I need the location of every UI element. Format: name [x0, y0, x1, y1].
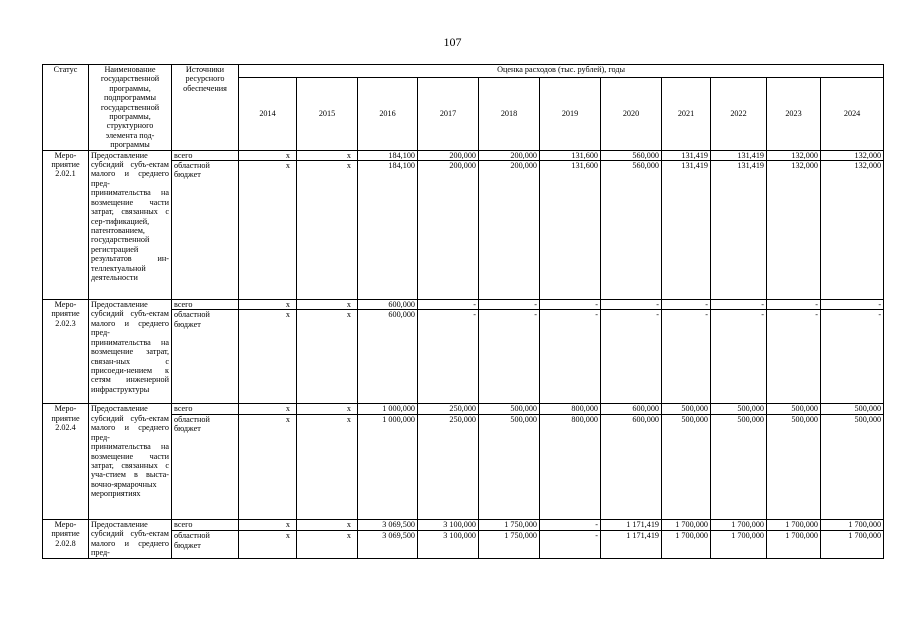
value-cell: 1 700,000	[821, 531, 884, 558]
table-row	[43, 519, 884, 530]
source-total: всего	[172, 300, 239, 310]
header-source: Источники ресурсного обеспечения	[172, 65, 239, 151]
value-cell: -	[662, 310, 711, 404]
header-year: 2014	[239, 78, 297, 151]
page-number: 107	[443, 35, 462, 49]
value-cell: 200,000	[479, 161, 540, 300]
value-cell: 500,000	[479, 414, 540, 519]
table-row	[43, 300, 884, 310]
row-name: Предоставление субсидий субъ-ектам малого и среднего пред-принимательства на возмещение части затрат, связанных с уча-стием в выста-вочно-ярмарочных мероприятиях	[89, 404, 172, 519]
value-cell: x	[297, 519, 358, 530]
value-cell: -	[821, 310, 884, 404]
source-total: всего	[172, 404, 239, 414]
table-body	[43, 150, 884, 558]
value-cell: 131,600	[540, 150, 601, 160]
value-cell: x	[297, 150, 358, 160]
value-cell: 200,000	[418, 161, 479, 300]
row-name: Предоставление субсидий субъ-ектам малого и среднего пред-	[89, 519, 172, 558]
value-cell: -	[418, 310, 479, 404]
value-cell: x	[239, 531, 297, 558]
value-cell: -	[767, 300, 821, 310]
value-cell: x	[239, 414, 297, 519]
value-cell: 131,419	[711, 161, 767, 300]
value-cell: -	[540, 519, 601, 530]
source-regional: областной бюджет	[172, 310, 239, 404]
value-cell: 1 700,000	[767, 519, 821, 530]
value-cell: x	[297, 404, 358, 414]
value-cell: 500,000	[767, 404, 821, 414]
value-cell: 131,600	[540, 161, 601, 300]
value-cell: -	[540, 300, 601, 310]
value-cell: 132,000	[767, 150, 821, 160]
value-cell: 1 171,419	[601, 519, 662, 530]
value-cell: -	[711, 310, 767, 404]
value-cell: x	[297, 414, 358, 519]
value-cell: 250,000	[418, 414, 479, 519]
budget-table	[42, 64, 884, 559]
value-cell: 1 000,000	[358, 404, 418, 414]
value-cell: x	[239, 310, 297, 404]
value-cell: x	[239, 300, 297, 310]
source-regional: областной бюджет	[172, 531, 239, 558]
header-year: 2020	[601, 78, 662, 151]
value-cell: -	[418, 300, 479, 310]
value-cell: -	[540, 531, 601, 558]
value-cell: x	[297, 161, 358, 300]
header-name: Наименование государственной программы, подпрограммы государственной программы, структурного элемента под-программы	[89, 65, 172, 151]
value-cell: -	[601, 310, 662, 404]
header-year: 2015	[297, 78, 358, 151]
value-cell: 1 700,000	[767, 531, 821, 558]
value-cell: -	[767, 310, 821, 404]
value-cell: 600,000	[601, 404, 662, 414]
value-cell: 1 700,000	[662, 531, 711, 558]
value-cell: 800,000	[540, 404, 601, 414]
value-cell: x	[239, 519, 297, 530]
value-cell: 500,000	[662, 414, 711, 519]
value-cell: 1 750,000	[479, 519, 540, 530]
source-total: всего	[172, 150, 239, 160]
value-cell: 132,000	[767, 161, 821, 300]
value-cell: -	[821, 300, 884, 310]
header-status: Статус	[43, 65, 89, 151]
value-cell: 132,000	[821, 150, 884, 160]
value-cell: 1 700,000	[711, 519, 767, 530]
value-cell: 3 069,500	[358, 531, 418, 558]
value-cell: 560,000	[601, 161, 662, 300]
value-cell: 500,000	[711, 414, 767, 519]
value-cell: 600,000	[601, 414, 662, 519]
value-cell: 3 100,000	[418, 519, 479, 530]
source-total: всего	[172, 519, 239, 530]
value-cell: 1 700,000	[821, 519, 884, 530]
row-name: Предоставление субсидий субъ-ектам малого и среднего пред-принимательства на возмещение затрат, связан-ных с присоеди-нением к сетям инженерной инфраструктуры	[89, 300, 172, 404]
value-cell: 1 700,000	[662, 519, 711, 530]
header-year: 2016	[358, 78, 418, 151]
source-regional: областной бюджет	[172, 414, 239, 519]
value-cell: 184,100	[358, 161, 418, 300]
value-cell: x	[239, 150, 297, 160]
value-cell: 184,100	[358, 150, 418, 160]
value-cell: 3 100,000	[418, 531, 479, 558]
value-cell: 131,419	[662, 150, 711, 160]
header-year: 2017	[418, 78, 479, 151]
row-name: Предоставление субсидий субъ-ектам малого и среднего пред-принимательства на возмещение части затрат, связанных с сер-тификацией, патентованием, государственной регистрацией результатов ин-теллектуальной деятельности	[89, 150, 172, 299]
value-cell: -	[479, 310, 540, 404]
value-cell: -	[601, 300, 662, 310]
header-year: 2024	[821, 78, 884, 151]
value-cell: 500,000	[821, 404, 884, 414]
table-row	[43, 150, 884, 160]
value-cell: 200,000	[479, 150, 540, 160]
value-cell: x	[297, 310, 358, 404]
value-cell: x	[239, 404, 297, 414]
value-cell: 3 069,500	[358, 519, 418, 530]
source-regional: областной бюджет	[172, 161, 239, 300]
value-cell: 1 700,000	[711, 531, 767, 558]
header-estimate: Оценка расходов (тыс. рублей), годы	[239, 65, 884, 78]
header-year: 2022	[711, 78, 767, 151]
value-cell: 131,419	[662, 161, 711, 300]
value-cell: -	[540, 310, 601, 404]
value-cell: 200,000	[418, 150, 479, 160]
value-cell: 250,000	[418, 404, 479, 414]
value-cell: 500,000	[479, 404, 540, 414]
value-cell: x	[239, 161, 297, 300]
row-status: Меро-приятие 2.02.1	[43, 150, 89, 299]
row-status: Меро-приятие 2.02.8	[43, 519, 89, 558]
value-cell: 500,000	[711, 404, 767, 414]
value-cell: 1 750,000	[479, 531, 540, 558]
value-cell: -	[662, 300, 711, 310]
value-cell: 132,000	[821, 161, 884, 300]
value-cell: 500,000	[662, 404, 711, 414]
table-row	[43, 404, 884, 414]
value-cell: -	[711, 300, 767, 310]
value-cell: 500,000	[767, 414, 821, 519]
value-cell: 1 000,000	[358, 414, 418, 519]
row-status: Меро-приятие 2.02.3	[43, 300, 89, 404]
value-cell: 131,419	[711, 150, 767, 160]
value-cell: -	[479, 300, 540, 310]
header-year: 2018	[479, 78, 540, 151]
header-year: 2019	[540, 78, 601, 151]
row-status: Меро-приятие 2.02.4	[43, 404, 89, 519]
value-cell: 800,000	[540, 414, 601, 519]
value-cell: 500,000	[821, 414, 884, 519]
header-year: 2023	[767, 78, 821, 151]
value-cell: x	[297, 531, 358, 558]
value-cell: 600,000	[358, 300, 418, 310]
value-cell: 560,000	[601, 150, 662, 160]
value-cell: 600,000	[358, 310, 418, 404]
value-cell: x	[297, 300, 358, 310]
value-cell: 1 171,419	[601, 531, 662, 558]
header-year: 2021	[662, 78, 711, 151]
